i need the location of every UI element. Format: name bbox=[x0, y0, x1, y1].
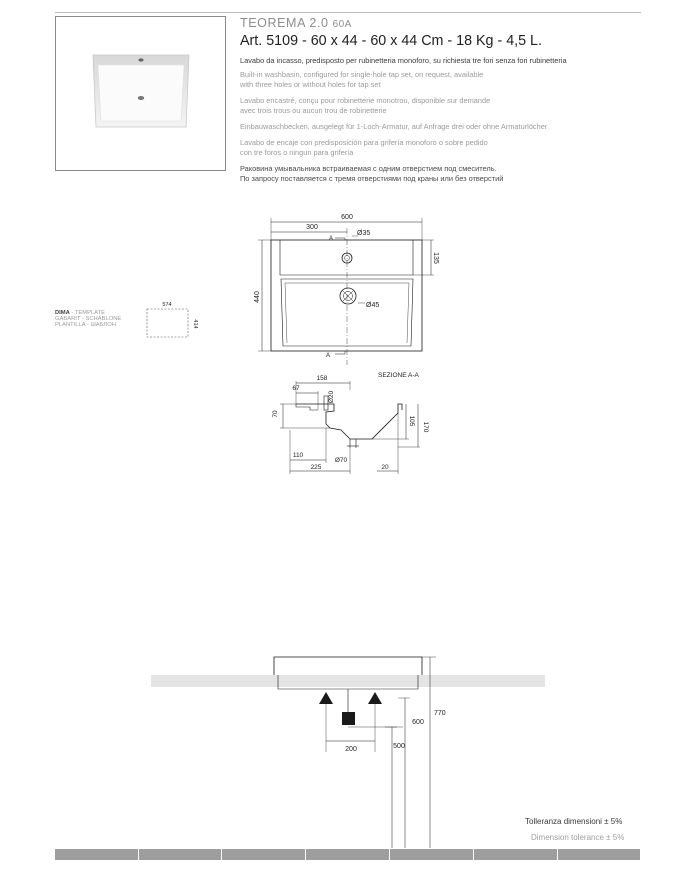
section-title: SEZIONE A-A bbox=[378, 372, 419, 379]
template-width: 574 bbox=[162, 302, 172, 308]
dim-600: 600 bbox=[412, 719, 424, 726]
template-label-line-2: GABARIT - SCHABLONE bbox=[55, 316, 122, 323]
top-view-outer bbox=[271, 240, 422, 351]
description-english-line-1: Built-in washbasin, configured for single-hole tap set, on request, available bbox=[240, 70, 484, 79]
template-outline bbox=[147, 309, 188, 337]
dim-225: 225 bbox=[310, 464, 322, 471]
tap-connection-left bbox=[319, 692, 333, 704]
description-english-line-2: with three holes or without holes for tap set bbox=[240, 80, 381, 90]
drain-hole-label: Ø45 bbox=[366, 302, 380, 309]
dim-158: 158 bbox=[316, 375, 328, 382]
dim-width: 600 bbox=[341, 214, 353, 221]
template-height: 414 bbox=[192, 319, 198, 329]
template-label-bold: DIMA bbox=[55, 310, 70, 316]
dim-20-dia: Ø20 bbox=[328, 390, 335, 404]
description-spanish-line-2: con tre foros o ningun para grifería bbox=[240, 148, 354, 158]
description-spanish-line-1: Lavabo de encaje con predisposición para grifería monoforo o sobre pedido bbox=[240, 138, 488, 147]
dim-770: 770 bbox=[434, 710, 446, 717]
dim-170: 170 bbox=[422, 421, 429, 433]
dim-200: 200 bbox=[345, 746, 357, 753]
dim-20: 20 bbox=[381, 464, 389, 471]
template-label-line-3: PLANTILLA - ШАБЛОН bbox=[55, 322, 116, 329]
countertop bbox=[151, 675, 545, 687]
drain-connection bbox=[342, 712, 355, 725]
tolerance-italian: Tolleranza dimensioni ± 5% bbox=[525, 817, 623, 826]
description-french-line-1: Lavabo encastré, conçu pour robinetterie monotrou, disponible sur demande bbox=[240, 96, 491, 105]
template-label-rest: - TEMPLATE bbox=[69, 310, 106, 316]
tap-connection-right bbox=[368, 692, 382, 704]
description-russian-line-1: Раковина умывальника встраиваемая с одним отверстием под смеситель. bbox=[240, 164, 497, 173]
series-name: TEOREMA 2.0 bbox=[240, 16, 329, 30]
tap-hole-label: Ø35 bbox=[357, 230, 371, 237]
article-line: Art. 5109 - 60 x 44 - 60 x 44 Cm - 18 Kg - 4,5 L. bbox=[240, 33, 542, 49]
section-marker-top: A bbox=[329, 236, 334, 242]
section-view bbox=[280, 381, 420, 474]
dim-70-dia: Ø70 bbox=[334, 457, 348, 464]
description-russian-line-2: По запросу поставляется с тремя отверстиями под краны или без отверстий bbox=[240, 174, 504, 184]
top-view bbox=[258, 218, 434, 365]
dim-half-width: 300 bbox=[306, 224, 318, 231]
description-german: Einbauwaschbecken, ausgelegt für 1-Loch-Armatur, auf Anfrage drei oder ohne Armaturlöcher bbox=[240, 122, 548, 131]
dim-70: 70 bbox=[272, 410, 279, 418]
dim-67: 67 bbox=[292, 385, 300, 392]
series-subcode: 60A bbox=[332, 19, 352, 30]
dim-back: 135 bbox=[432, 252, 439, 264]
dim-500: 500 bbox=[393, 743, 405, 750]
footer-bar bbox=[55, 849, 640, 860]
dim-105: 105 bbox=[408, 415, 415, 427]
dim-110: 110 bbox=[292, 452, 304, 459]
dim-depth: 440 bbox=[254, 291, 261, 303]
tolerance-english: Dimension tolerance ± 5% bbox=[531, 833, 625, 842]
description-italian: Lavabo da incasso, predisposto per rubinetteria monoforo, su richiesta tre fori senza fori rubinetteria bbox=[240, 56, 567, 65]
section-marker-bottom: A bbox=[326, 353, 331, 359]
description-french-line-2: avec trois trous ou aucun trou de robinetterie bbox=[240, 106, 387, 116]
